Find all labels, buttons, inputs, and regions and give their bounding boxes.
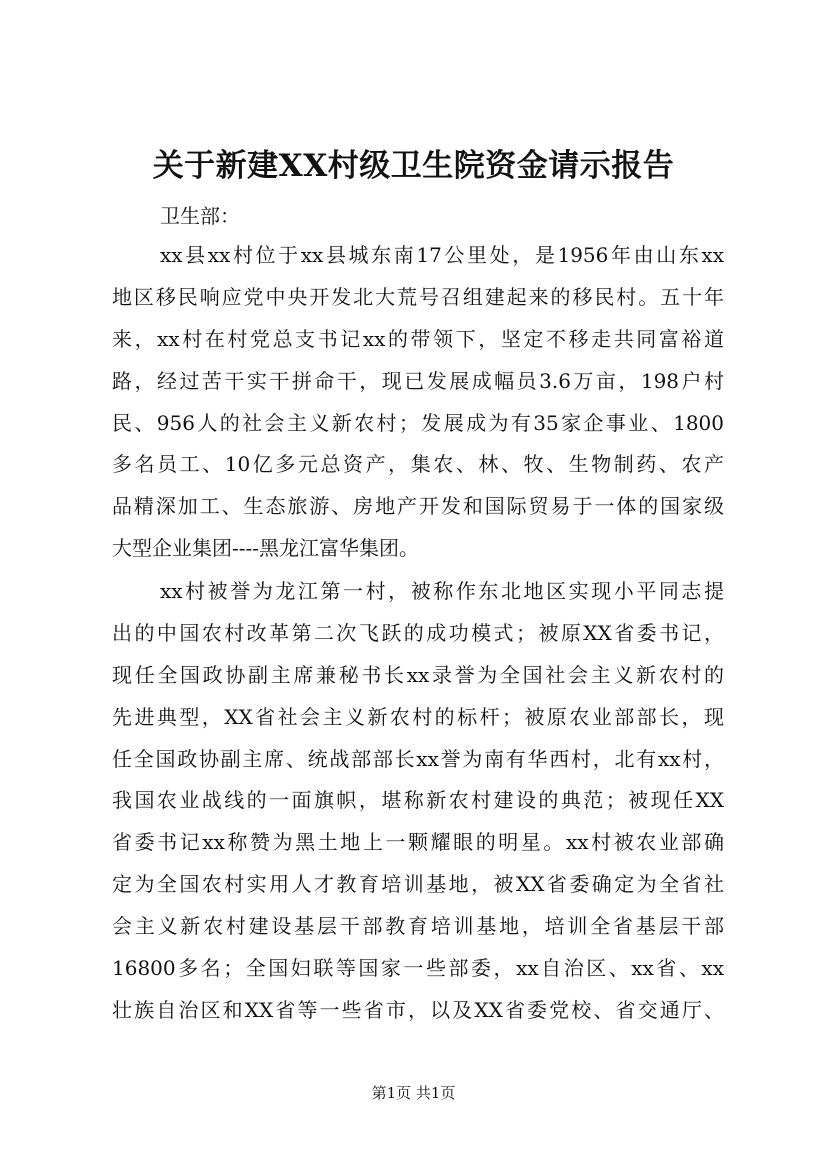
paragraph-line: 民、956人的社会主义新农村；发展成为有35家企事业、1800 bbox=[112, 410, 724, 435]
paragraph-line: 地区移民响应党中央开发北大荒号召组建起来的移民村。五十年 bbox=[112, 284, 724, 309]
paragraph-line: 16800多名；全国妇联等国家一些部委，xx自治区、xx省、xx bbox=[112, 956, 724, 981]
paragraph-line: xx村被誉为龙江第一村，被称作东北地区实现小平同志提 bbox=[160, 579, 724, 603]
paragraph-line: 会主义新农村建设基层干部教育培训基地，培训全省基层干部 bbox=[112, 914, 724, 939]
paragraph-line: 来，xx村在村党总支书记xx的带领下，坚定不移走共同富裕道 bbox=[112, 326, 724, 351]
paragraph-1 bbox=[112, 235, 724, 570]
document-title: 关于新建XX村级卫生院资金请示报告 bbox=[152, 148, 675, 184]
page-footer: 第1页 共1页 bbox=[371, 1084, 456, 1102]
paragraph-line: 我国农业战线的一面旗帜，堪称新农村建设的典范；被现任XX bbox=[112, 788, 724, 813]
paragraph-line: 省委书记xx称赞为黑土地上一颗耀眼的明星。xx村被农业部确 bbox=[112, 830, 724, 855]
paragraph-line: 任全国政协副主席、统战部部长xx誉为南有华西村，北有xx村， bbox=[112, 746, 724, 771]
paragraph-line: 多名员工、10亿多元总资产，集农、林、牧、生物制药、农产 bbox=[112, 452, 724, 477]
paragraph-line: 大型企业集团----黑龙江富华集团。 bbox=[112, 536, 420, 561]
paragraph-line: 先进典型，XX省社会主义新农村的标杆；被原农业部部长，现 bbox=[112, 704, 724, 729]
paragraph-line: 壮族自治区和XX省等一些省市，以及XX省委党校、省交通厅、 bbox=[112, 997, 724, 1022]
paragraph-line: 定为全国农村实用人才教育培训基地，被XX省委确定为全省社 bbox=[112, 872, 724, 897]
salutation: 卫生部： bbox=[160, 204, 240, 228]
paragraph-line: 路，经过苦干实干拼命干，现已发展成幅员3.6万亩，198户村 bbox=[112, 368, 724, 393]
paragraph-line: 出的中国农村改革第二次飞跃的成功模式；被原XX省委书记， bbox=[112, 620, 724, 645]
paragraph-line: 现任全国政协副主席兼秘书长xx录誉为全国社会主义新农村的 bbox=[112, 662, 724, 687]
paragraph-line: xx县xx村位于xx县城东南17公里处，是1956年由山东xx bbox=[160, 243, 724, 267]
paragraph-2 bbox=[112, 571, 724, 1032]
paragraph-line: 品精深加工、生态旅游、房地产开发和国际贸易于一体的国家级 bbox=[112, 494, 724, 519]
